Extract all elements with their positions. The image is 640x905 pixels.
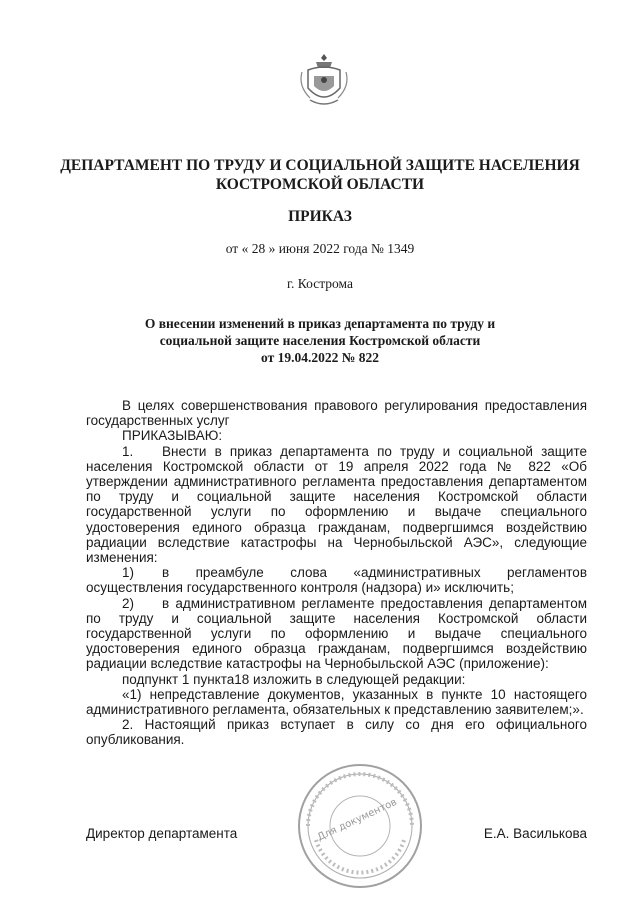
item-1-number: 1. [122,443,134,459]
city: г. Кострома [287,276,353,291]
subitem-2 [86,596,587,672]
subpoint: подпункт 1 пункта18 изложить в следующей редакции: [122,671,466,687]
department-line-1: ДЕПАРТАМЕНТ ПО ТРУДУ И СОЦИАЛЬНОЙ ЗАЩИТЕ НАСЕЛЕНИЯ [60,157,580,174]
official-stamp [296,762,424,890]
subitem-1 [86,565,587,595]
order-date-number: от « 28 » июня 2022 года № 1349 [225,241,415,256]
subject-line-1: О внесении изменений в приказ департамента по труду и [144,316,496,331]
subject-line-2: социальной защите населения Костромской области [159,333,481,348]
item-2: 2. Настоящий приказ вступает в силу со дня его официального опубликования. [86,717,587,748]
order-body [86,398,587,748]
department-name [0,156,640,194]
item-1-text: Внести в приказ департамента по труду и социальной защите населения Костромской области от 19 апреля 2022 года № 822 «Об утверждении административного регламента предоставления департаментом по труду и социальной защите населения Костромской области государственной услуги по оформлению и выдаче специального удостоверения единого образца гражданам, подвергшимся воздействию радиации вследствие катастрофы на Чернобыльской АЭС», следующие изменения: [86,443,587,566]
stamp-center-text: Для документов [315,796,399,844]
coat-of-arms-emblem [296,50,352,110]
subject-line-3: от 19.04.2022 № 822 [261,350,379,365]
department-line-2: КОСТРОМСКОЙ ОБЛАСТИ [215,176,425,193]
subitem-1-text: в преамбуле слова «административных регламентов осуществления государственного контроля (надзора) и» исключить; [86,565,587,596]
item-1 [86,444,587,566]
document-type: ПРИКАЗ [288,208,352,225]
subitem-2-number: 2) [122,595,135,611]
signatory-name: Е.А. Василькова [483,826,587,841]
signatory-position: Директор департамента [86,826,238,841]
order-subject [0,315,640,366]
quoted-text: «1) непредставление документов, указанных в пункте 10 настоящего административного регламента, обязательных к представлению заявителем;». [86,686,587,718]
order-word: ПРИКАЗЫВАЮ: [122,428,223,444]
subitem-1-number: 1) [122,565,135,581]
preamble: В целях совершенствования правового регулирования предоставления государственных услуг [86,398,587,429]
subitem-2-text: в административном регламенте предоставления департаментом по труду и социальной защите населения Костромской области государственной услуги по оформлению и выдаче специального удостоверения единого образца гражданам, подвергшимся воздействию радиации вследствие катастрофы на Чернобыльской АЭС (приложение): [86,595,587,672]
